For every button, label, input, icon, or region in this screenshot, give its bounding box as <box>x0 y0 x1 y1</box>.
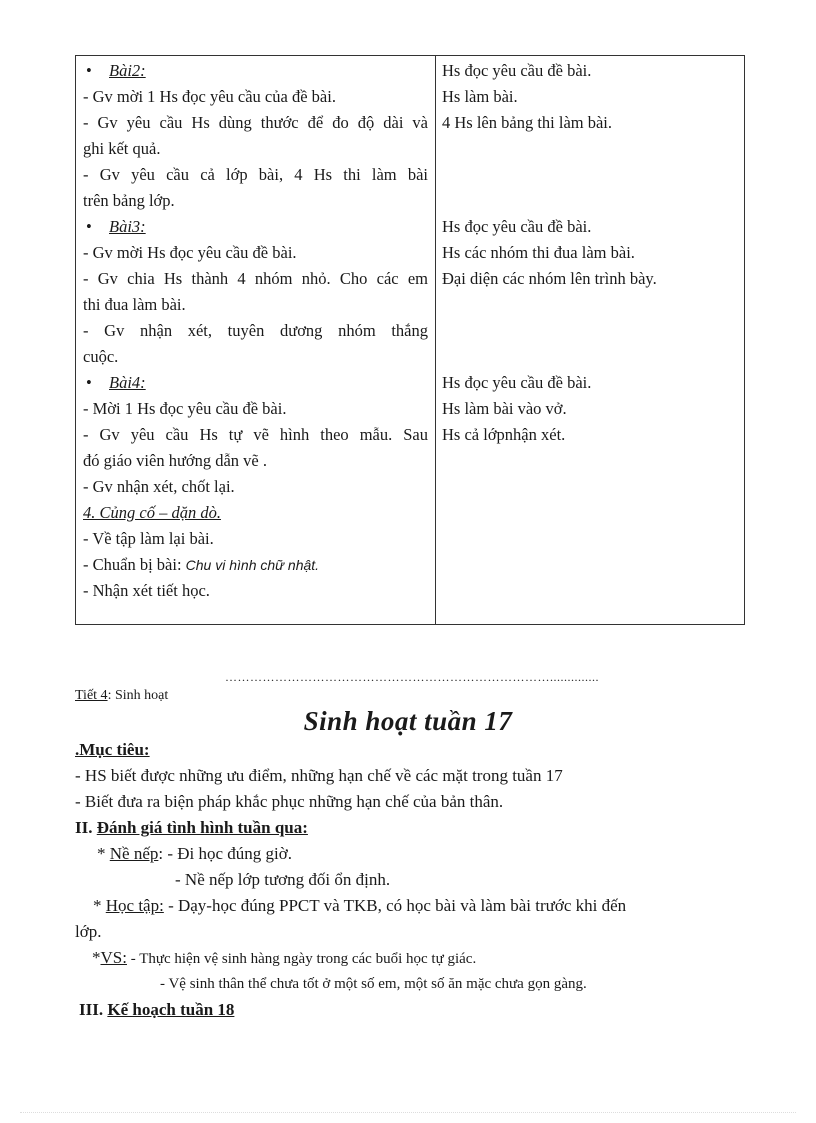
discipline-line: * Nề nếp: - Đi học đúng giờ. <box>97 844 293 863</box>
table-line: - Gv mời Hs đọc yêu cầu đề bài. <box>83 243 297 262</box>
student-line: Hs đọc yêu cầu đề bài. <box>442 217 592 236</box>
table-line: ghi kết quả. <box>83 139 161 158</box>
table-line: - Gv nhận xét, chốt lại. <box>83 477 235 496</box>
student-line <box>442 162 742 188</box>
table-line: thi đua làm bài. <box>83 295 186 314</box>
page-footer-rule <box>20 1112 796 1113</box>
table-line: đó giáo viên hướng dẫn vẽ . <box>83 451 268 470</box>
table-line: trên bảng lớp. <box>83 191 175 210</box>
teacher-activities-column <box>83 58 428 604</box>
student-line <box>442 344 742 370</box>
discipline-line-2: - Nề nếp lớp tương đối ổn định. <box>175 870 391 889</box>
activity-body <box>75 737 745 1023</box>
goal-line: - HS biết được những ưu điểm, những hạn chế về các mặt trong tuần 17 <box>75 766 563 785</box>
student-line: Hs các nhóm thi đua làm bài. <box>442 243 635 262</box>
section-plan-heading: III. Kế hoạch tuần 18 <box>79 1000 235 1019</box>
hygiene-line: *VS: - Thực hiện vệ sinh hàng ngày trong các buổi học tự giác. <box>92 948 477 967</box>
table-line: - Chuẩn bị bài: Chu vi hình chữ nhật. <box>83 555 320 574</box>
exercise-heading: • Bài2: <box>83 58 428 84</box>
table-line: - Mời 1 Hs đọc yêu cầu đề bài. <box>83 399 287 418</box>
table-line: - Gv nhận xét, tuyên dương nhóm thắng <box>83 321 428 340</box>
hygiene-line-2: - Vệ sinh thân thể chưa tốt ở một số em, một số ăn mặc chưa gọn gàng. <box>160 976 587 992</box>
study-line: * Học tập: - Dạy-học đúng PPCT và TKB, có học bài và làm bài trước khi đến <box>93 896 627 915</box>
lesson-table <box>75 55 745 625</box>
objectives-heading: .Mục tiêu: <box>75 740 150 759</box>
table-line: - Gv yêu cầu Hs dùng thước để đo độ dài và <box>83 113 428 132</box>
student-line <box>442 318 742 344</box>
separator-dots: …………………………………………………………………….............. <box>225 670 599 684</box>
student-line <box>442 136 742 162</box>
student-line: 4 Hs lên bảng thi làm bài. <box>442 113 613 132</box>
table-line: - Gv chia Hs thành 4 nhóm nhỏ. Cho các em <box>83 269 428 288</box>
exercise-heading: • Bài4: <box>83 370 428 396</box>
student-line <box>442 292 742 318</box>
student-line <box>442 188 742 214</box>
student-activities-column <box>442 58 742 448</box>
table-line: - Gv yêu cầu Hs tự vẽ hình theo mẫu. Sau <box>83 425 428 444</box>
student-line: Hs đọc yêu cầu đề bài. <box>442 373 592 392</box>
table-line: cuộc. <box>83 347 119 366</box>
student-line: Hs làm bài vào vở. <box>442 399 567 418</box>
table-line: - Nhận xét tiết học. <box>83 581 210 600</box>
goal-line: - Biết đưa ra biện pháp khắc phục những hạn chế của bản thân. <box>75 792 504 811</box>
student-line: Hs cả lớpnhận xét. <box>442 425 566 444</box>
student-line: Hs làm bài. <box>442 87 518 106</box>
bullet-icon: • <box>86 61 92 80</box>
column-divider <box>435 56 436 624</box>
page-title: Sinh hoạt tuần 17 <box>303 706 513 736</box>
exercise-heading: • Bài3: <box>83 214 428 240</box>
table-line: - Gv mời 1 Hs đọc yêu cầu của đề bài. <box>83 87 336 106</box>
period-label: Tiết 4: Sinh hoạt <box>75 688 169 703</box>
table-line: - Gv yêu cầu cả lớp bài, 4 Hs thi làm bài <box>83 165 428 184</box>
bullet-icon: • <box>86 217 92 236</box>
bullet-icon: • <box>86 373 92 392</box>
section-review-heading: II. Đánh giá tình hình tuần qua: <box>75 818 308 837</box>
student-line: Hs đọc yêu cầu đề bài. <box>442 61 592 80</box>
table-line: - Về tập làm lại bài. <box>83 529 214 548</box>
study-line-2: lớp. <box>75 922 102 941</box>
student-line: Đại diện các nhóm lên trình bày. <box>442 269 657 288</box>
section-heading: 4. Củng cố – dặn dò. <box>83 503 221 522</box>
